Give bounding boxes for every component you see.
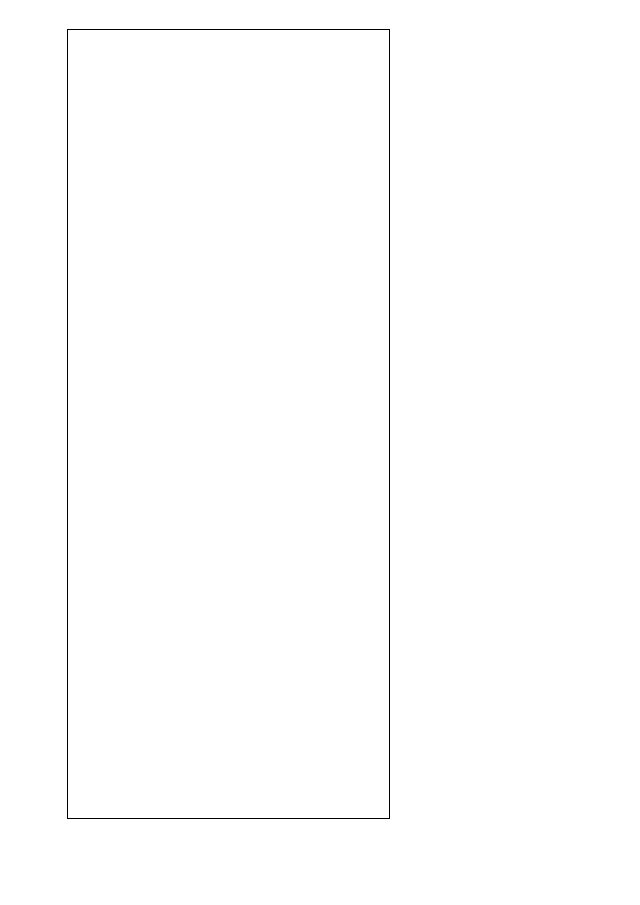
budget-table: [67, 29, 390, 819]
